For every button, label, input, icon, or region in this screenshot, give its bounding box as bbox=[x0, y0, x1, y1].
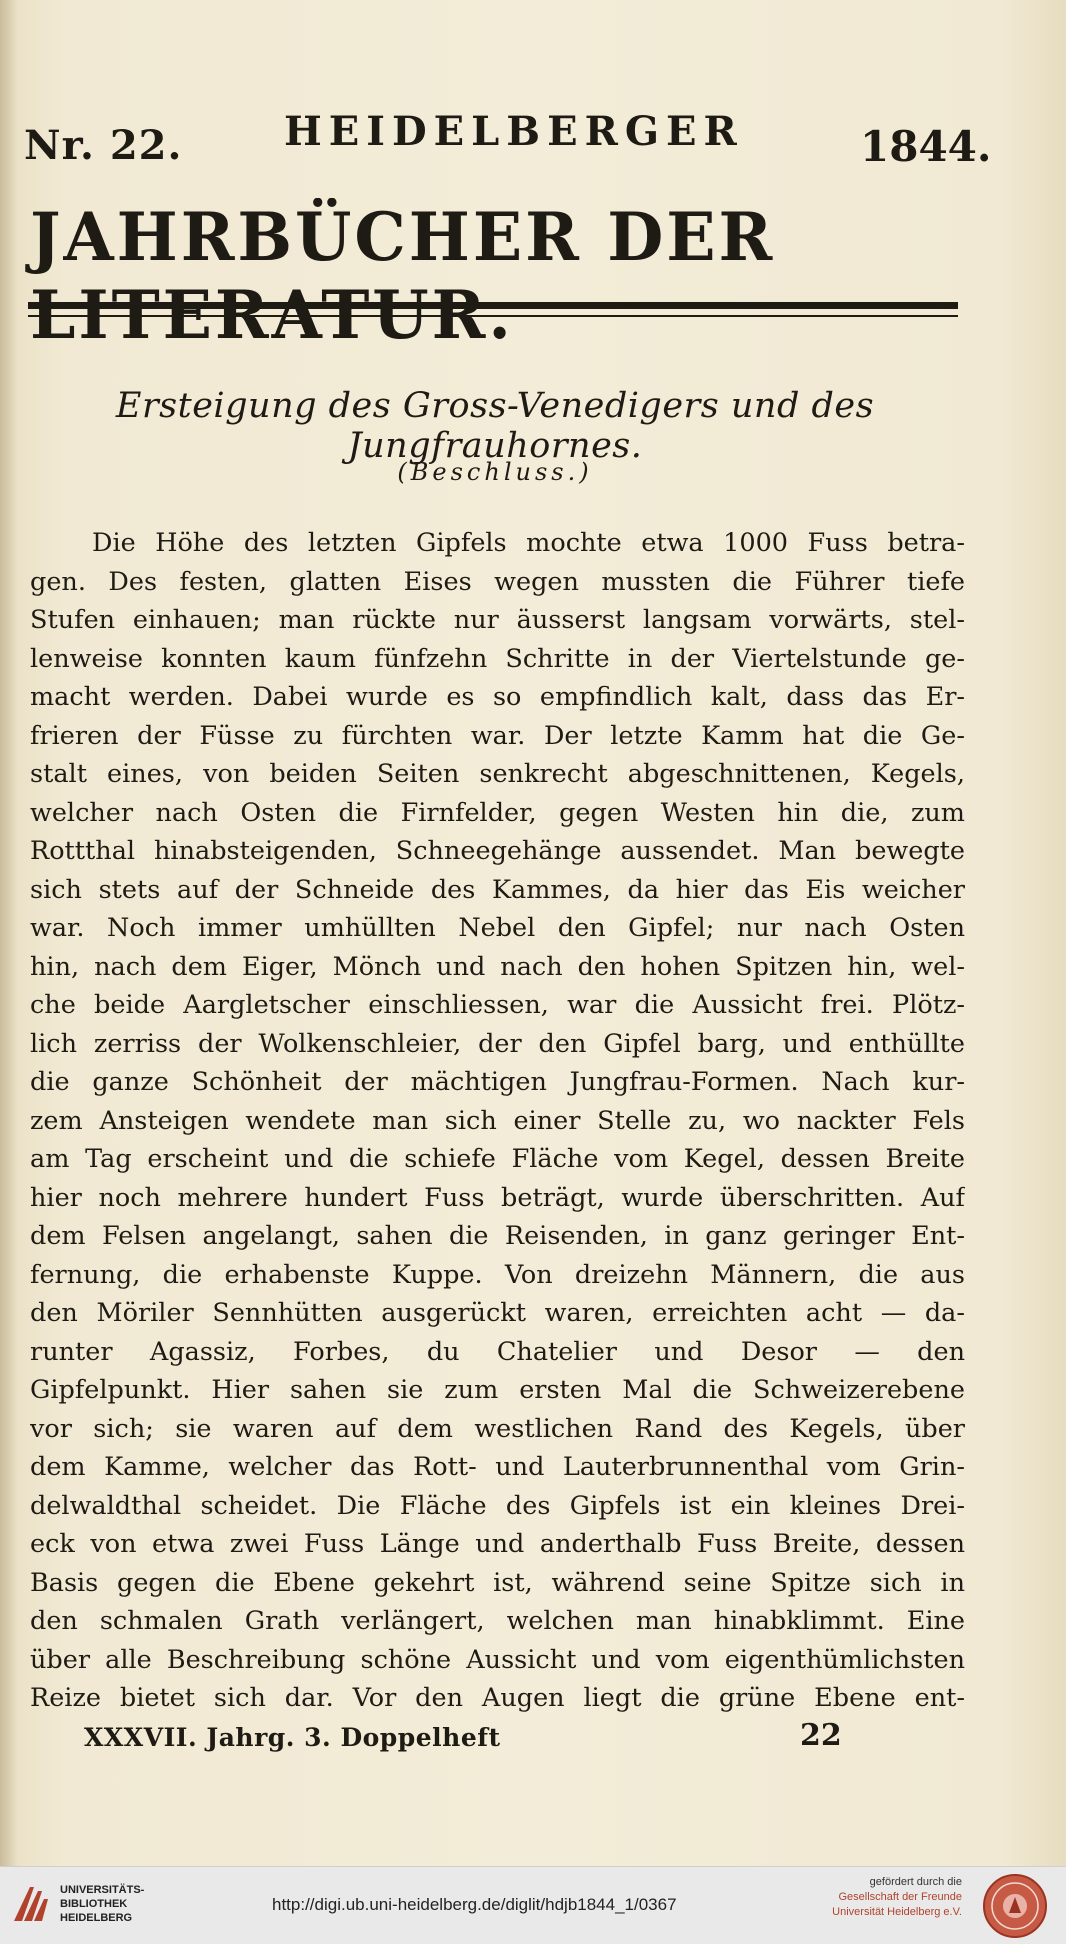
printer-signature: XXXVII. Jahrg. 3. Doppelheft bbox=[84, 1723, 501, 1752]
text-line: frieren der Füsse zu fürchten war. Der letzte Kamm hat die Ge- bbox=[30, 720, 965, 751]
text-line: über alle Beschreibung schöne Aussicht und vom eigenthümlichsten bbox=[30, 1644, 965, 1675]
text-line: dem Felsen angelangt, sahen die Reisenden, in ganz geringer Ent- bbox=[30, 1221, 965, 1251]
text-line: Rottthal hinabsteigenden, Schneegehänge aussendet. Man bewegte bbox=[30, 836, 965, 866]
text-line: lenweise konnten kaum fünfzehn Schritte in der Viertelstunde ge- bbox=[30, 643, 965, 674]
text-line: dem Kamme, welcher das Rott- und Lauterbrunnenthal vom Grin- bbox=[30, 1452, 965, 1482]
text-line: gen. Des festen, glatten Eises wegen mussten die Führer tiefe bbox=[30, 566, 965, 597]
sheet-number: 22 bbox=[800, 1718, 842, 1753]
text-line: zem Ansteigen wendete man sich einer Stelle zu, wo nackter Fels bbox=[30, 1105, 965, 1136]
text-line: stalt eines, von beiden Seiten senkrecht abgeschnittenen, Kegels, bbox=[30, 759, 965, 789]
title-rule-thin bbox=[28, 315, 958, 317]
masthead bbox=[24, 108, 992, 171]
digitization-bar bbox=[0, 1866, 1066, 1944]
sponsor-name-line: Gesellschaft der Freunde bbox=[838, 1891, 962, 1903]
text-line: eck von etwa zwei Fuss Länge und anderthalb Fuss Breite, dessen bbox=[30, 1529, 965, 1559]
text-line: die ganze Schönheit der mächtigen Jungfrau-Formen. Nach kur- bbox=[30, 1067, 965, 1097]
text-line: Stufen einhauen; man rückte nur äusserst langsam vorwärts, stel- bbox=[30, 605, 965, 635]
sponsor-name-line: Universität Heidelberg e.V. bbox=[832, 1906, 962, 1918]
library-name bbox=[60, 1883, 144, 1925]
text-line: macht werden. Dabei wurde es so empfindlich kalt, dass das Er- bbox=[30, 682, 965, 712]
text-line: hier noch mehrere hundert Fuss beträgt, wurde überschritten. Auf bbox=[30, 1182, 965, 1213]
text-line: runter Agassiz, Forbes, du Chatelier und Desor — den bbox=[30, 1336, 965, 1367]
publisher-name: HEIDELBERGER bbox=[284, 108, 744, 155]
text-line: hin, nach dem Eiger, Mönch und nach den hohen Spitzen hin, wel- bbox=[30, 951, 965, 982]
article-subtitle: (Beschluss.) bbox=[397, 458, 593, 486]
text-line: welcher nach Osten die Firnfelder, gegen Westen hin die, zum bbox=[30, 797, 965, 828]
library-name-line: BIBLIOTHEK bbox=[60, 1898, 128, 1910]
text-line: war. Noch immer umhüllten Nebel den Gipfel; nur nach Osten bbox=[30, 913, 965, 943]
text-line: che beide Aargletscher einschliessen, war die Aussicht frei. Plötz- bbox=[30, 990, 965, 1020]
text-line: Die Höhe des letzten Gipfels mochte etwa 1000 Fuss betra- bbox=[92, 528, 965, 558]
journal-title: JAHRBÜCHER DER bbox=[30, 198, 776, 276]
text-line: den schmalen Grath verlängert, welchen man hinabklimmt. Eine bbox=[30, 1606, 965, 1636]
text-line: lich zerriss der Wolkenschleier, der den Gipfel barg, und enthüllte bbox=[30, 1028, 965, 1059]
library-name-line: HEIDELBERG bbox=[60, 1912, 133, 1924]
text-line: vor sich; sie waren auf dem westlichen Rand des Kegels, über bbox=[30, 1413, 965, 1444]
article-title: Ersteigung des Gross-Venedigers und des Jungfrauhornes. bbox=[115, 386, 875, 466]
text-line: am Tag erscheint und die schiefe Fläche vom Kegel, dessen Breite bbox=[30, 1144, 965, 1174]
library-name-line: UNIVERSITÄTS- bbox=[60, 1884, 145, 1896]
text-line: delwaldthal scheidet. Die Fläche des Gipfels ist ein kleines Drei- bbox=[30, 1490, 965, 1521]
article-body bbox=[30, 524, 965, 1718]
sponsor-credit bbox=[822, 1875, 962, 1920]
issue-number: Nr. 22. bbox=[24, 122, 183, 169]
text-line: Gipfelpunkt. Hier sahen sie zum ersten Mal die Schweizerebene bbox=[30, 1375, 965, 1405]
university-seal-icon bbox=[982, 1873, 1048, 1939]
title-rule-thick bbox=[28, 302, 958, 309]
library-logo-icon[interactable] bbox=[10, 1881, 52, 1927]
text-line: fernung, die erhabenste Kuppe. Von dreizehn Männern, die aus bbox=[30, 1259, 965, 1290]
text-line: den Möriler Sennhütten ausgerückt waren, erreichten acht — da- bbox=[30, 1298, 965, 1328]
text-line: sich stets auf der Schneide des Kammes, da hier das Eis weicher bbox=[30, 874, 965, 905]
text-line: Reize bietet sich dar. Vor den Augen liegt die grüne Ebene ent- bbox=[30, 1683, 965, 1713]
permalink-url[interactable]: http://digi.ub.uni-heidelberg.de/diglit/hdjb1844_1/0367 bbox=[272, 1895, 677, 1914]
text-line: Basis gegen die Ebene gekehrt ist, während seine Spitze sich in bbox=[30, 1567, 965, 1598]
binding-shadow bbox=[0, 0, 18, 1866]
sponsor-label: gefördert durch die bbox=[869, 1876, 962, 1888]
issue-year: 1844. bbox=[860, 122, 992, 171]
